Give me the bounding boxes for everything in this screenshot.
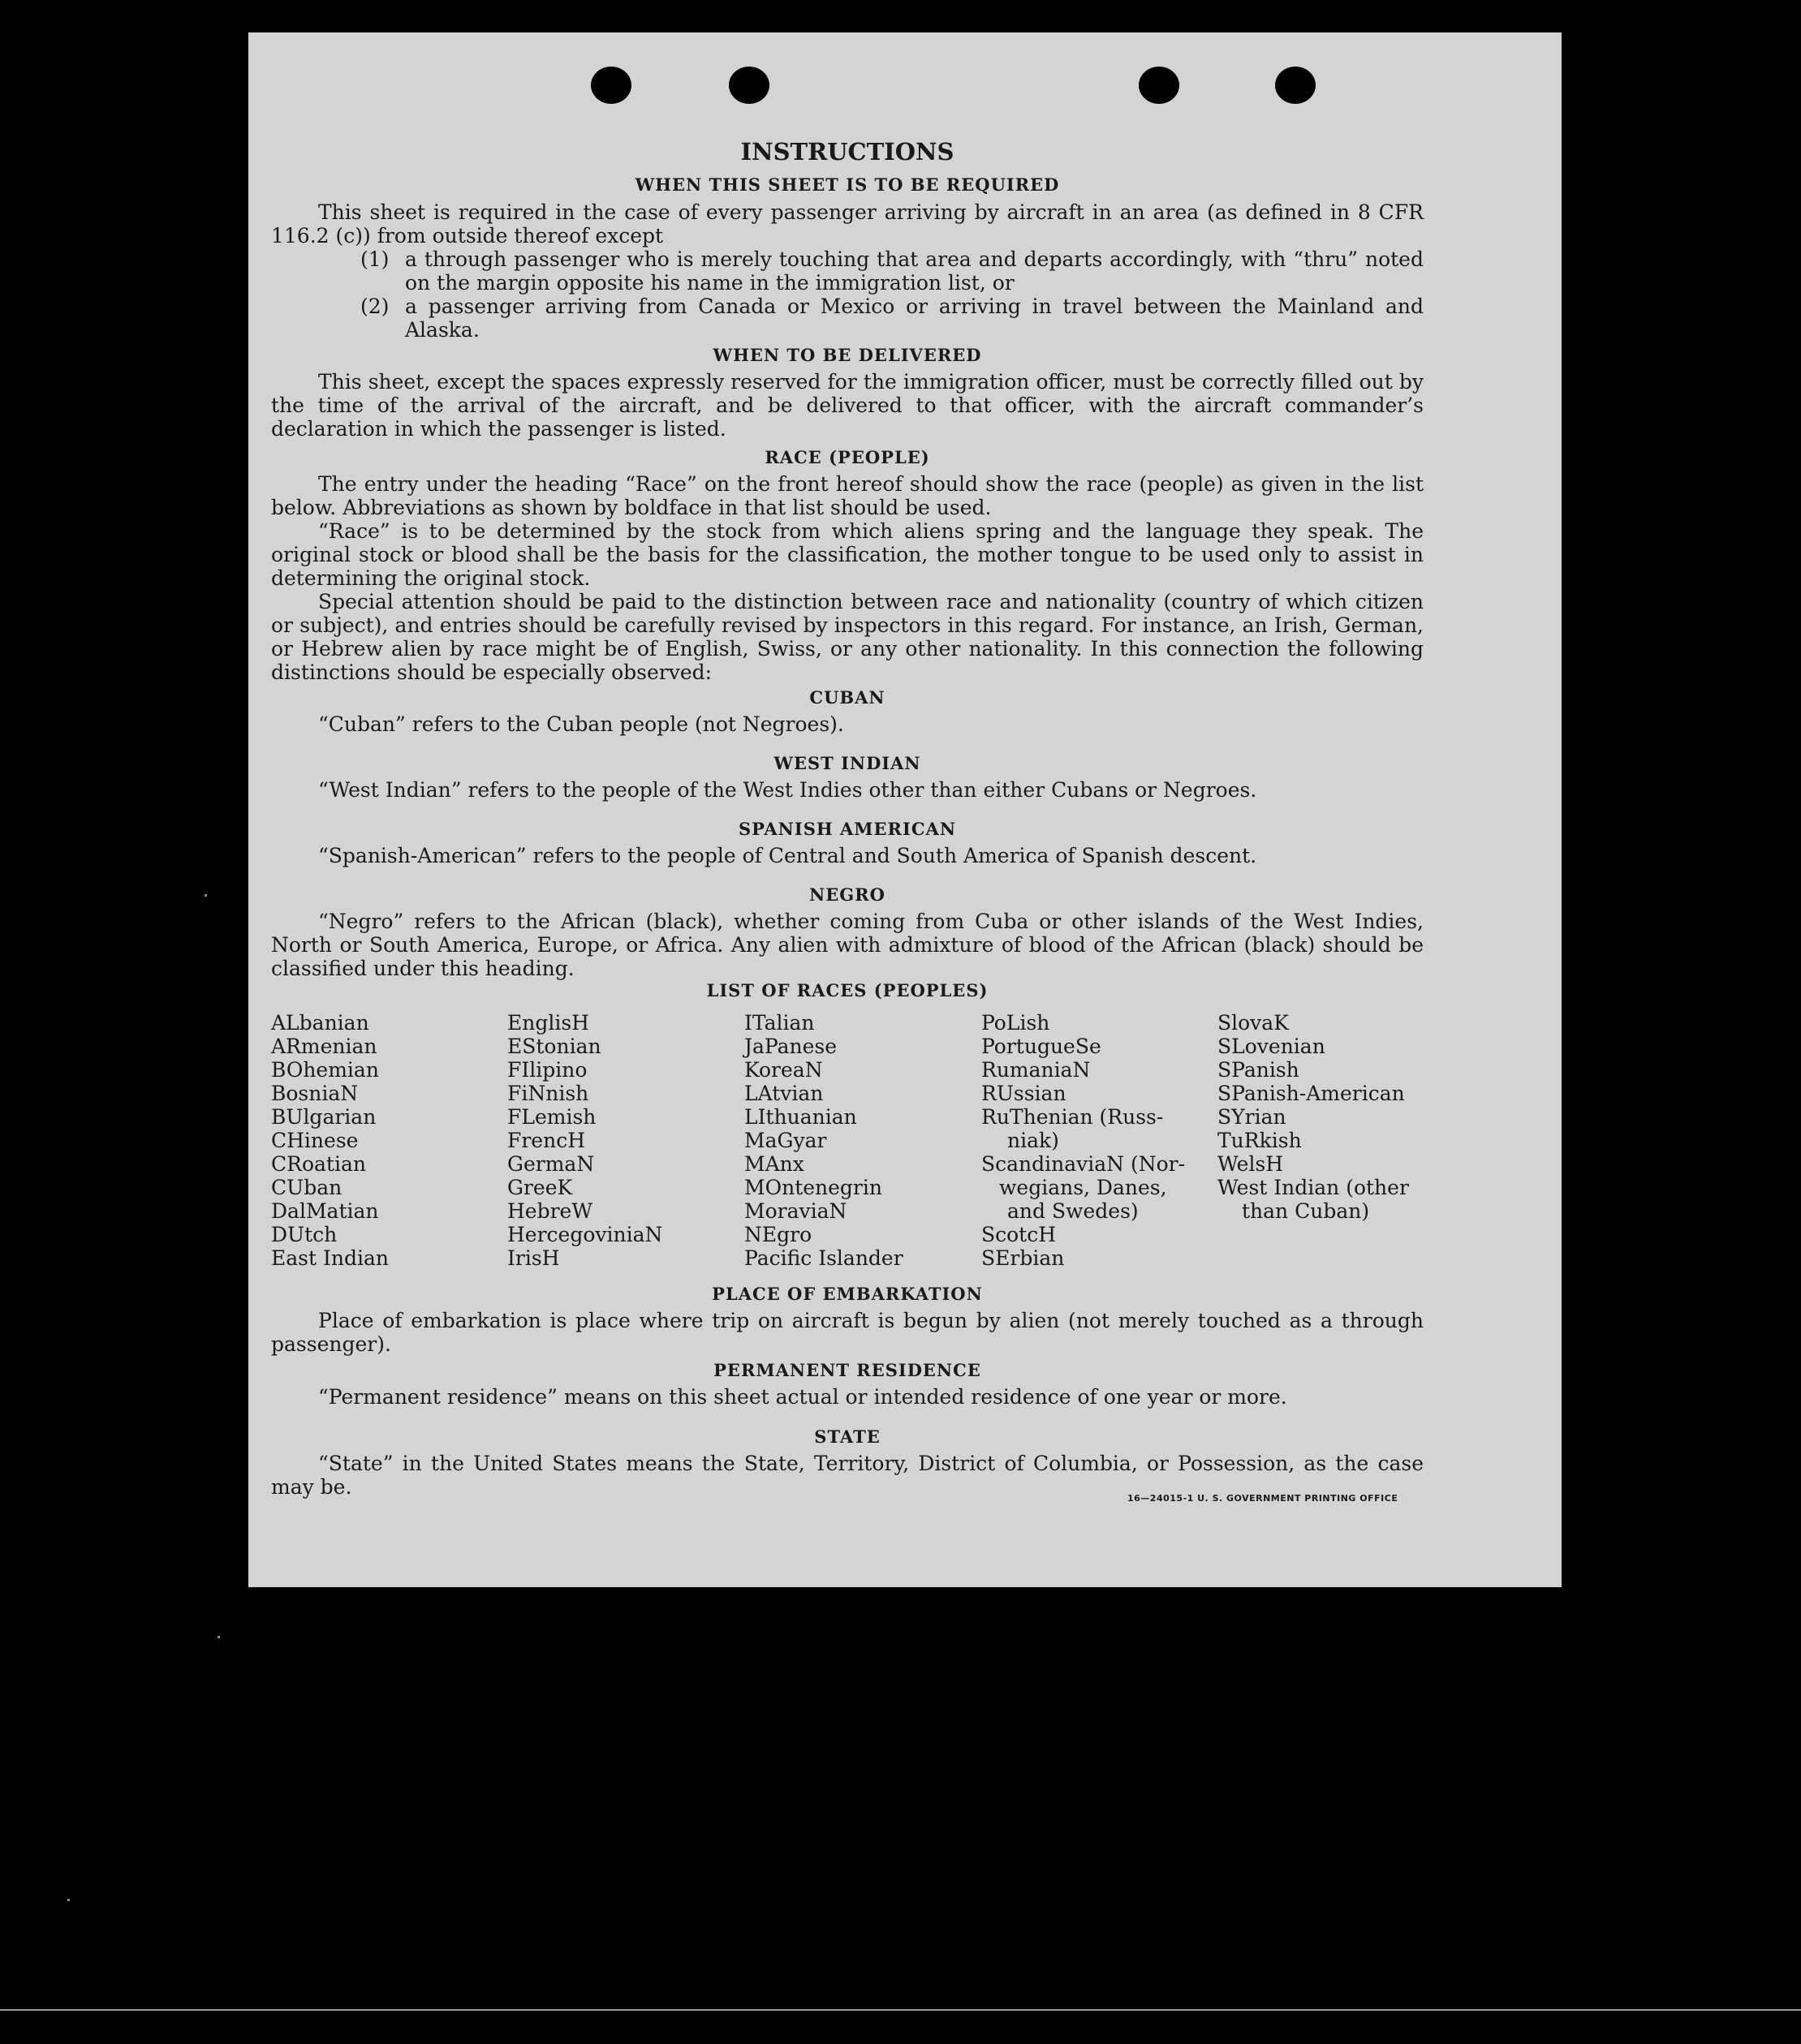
race-entry: CRoatian xyxy=(271,1152,366,1176)
race-entry: EStonian xyxy=(507,1035,601,1058)
race-entry: MaGyar xyxy=(744,1129,827,1152)
page-title: INSTRUCTIONS xyxy=(740,138,954,166)
cuban-text: “Cuban” refers to the Cuban people (not Negroes). xyxy=(318,712,844,736)
race-entry: FiNnish xyxy=(507,1082,589,1105)
race-entry: GreeK xyxy=(507,1176,573,1199)
race-entry: MoraviaN xyxy=(744,1199,847,1223)
race-entry: HercegoviniaN xyxy=(507,1223,663,1246)
heading-embarkation: PLACE OF EMBARKATION xyxy=(712,1284,983,1304)
item-number: (2) xyxy=(360,295,390,318)
race-entry: wegians, Danes, xyxy=(999,1176,1167,1199)
heading-residence: PERMANENT RESIDENCE xyxy=(713,1360,981,1380)
heading-negro: NEGRO xyxy=(809,884,885,905)
race-entry: CHinese xyxy=(271,1129,359,1152)
race-entry: MOntenegrin xyxy=(744,1176,882,1199)
race-entry: GermaN xyxy=(507,1152,595,1176)
race-entry: RuThenian (Russ- xyxy=(981,1105,1164,1129)
item-text: a through passenger who is merely touching that area and departs accordingly, with “thru” noted on the margin opposite his name in the immigration list, or xyxy=(405,247,1424,295)
race-entry: IrisH xyxy=(507,1246,560,1270)
heading-west-indian: WEST INDIAN xyxy=(773,753,921,773)
heading-cuban: CUBAN xyxy=(809,687,885,708)
race-paragraph-3: Special attention should be paid to the distinction between race and nationality (country of which citizen or subject), and entries should be carefully revised by inspectors in this regard. For instance, an Irish, German, or Hebrew alien by race might be of English, Swiss, or any other nationality. In this connection the following distinctions should be especially observed: xyxy=(271,590,1424,684)
heading-spanish-american: SPANISH AMERICAN xyxy=(738,819,957,839)
races-column-4 xyxy=(981,1011,1185,1270)
item-number: (1) xyxy=(360,247,390,271)
race-entry: CUban xyxy=(271,1176,343,1199)
race-entry: JaPanese xyxy=(744,1035,838,1058)
scan-speck xyxy=(67,1899,70,1901)
embarkation-text: Place of embarkation is place where trip on aircraft is begun by alien (not merely touched as a through passenger). xyxy=(271,1309,1424,1356)
race-entry: ALbanian xyxy=(271,1011,369,1035)
heading-required: WHEN THIS SHEET IS TO BE REQUIRED xyxy=(635,174,1060,195)
race-entry: PortugueSe xyxy=(981,1035,1101,1058)
race-entry: SYrian xyxy=(1217,1105,1286,1129)
item-text: a passenger arriving from Canada or Mexico or arriving in travel between the Mainland and Alaska. xyxy=(405,295,1424,342)
race-entry: niak) xyxy=(1007,1129,1059,1152)
race-entry: FIlipino xyxy=(507,1058,588,1082)
race-paragraph-2: “Race” is to be determined by the stock from which aliens spring and the language they speak. The original stock or blood shall be the basis for the classification, the mother tongue to be used only to assist in determining the original stock. xyxy=(271,519,1424,590)
races-column-1 xyxy=(271,1011,389,1270)
negro-text: “Negro” refers to the African (black), whether coming from Cuba or other islands of the West Indies, North or South America, Europe, or Africa. Any alien with admixture of blood of the African (black) should be classified under this heading. xyxy=(271,910,1424,980)
race-entry: FrencH xyxy=(507,1129,585,1152)
scan-edge-line xyxy=(0,2009,1801,2011)
race-entry: BosniaN xyxy=(271,1082,359,1105)
race-entry: LIthuanian xyxy=(744,1105,857,1129)
punch-hole xyxy=(1139,67,1179,104)
race-entry: HebreW xyxy=(507,1199,593,1223)
punch-hole xyxy=(1275,67,1316,104)
race-entry: DalMatian xyxy=(271,1199,379,1223)
race-entry: than Cuban) xyxy=(1242,1199,1370,1223)
race-entry: FLemish xyxy=(507,1105,597,1129)
race-entry: SlovaK xyxy=(1217,1011,1289,1035)
race-entry: ScotcH xyxy=(981,1223,1057,1246)
scan-speck xyxy=(205,894,207,897)
heading-delivered: WHEN TO BE DELIVERED xyxy=(713,345,982,365)
race-entry: ARmenian xyxy=(271,1035,377,1058)
state-text: “State” in the United States means the State, Territory, District of Columbia, or Possession, as the case may be. xyxy=(271,1452,1424,1499)
race-entry: LAtvian xyxy=(744,1082,824,1105)
race-entry: RumaniaN xyxy=(981,1058,1091,1082)
delivered-text: This sheet, except the spaces expressly reserved for the immigration officer, must be correctly filled out by the time of the arrival of the aircraft, and be delivered to that officer, with the aircraft commander’s declaration in which the passenger is listed. xyxy=(271,370,1424,441)
document-sheet xyxy=(248,32,1562,1587)
printer-imprint: 16—24015-1 U. S. GOVERNMENT PRINTING OFFICE xyxy=(1127,1493,1398,1504)
race-entry: ITalian xyxy=(744,1011,815,1035)
heading-races-list: LIST OF RACES (PEOPLES) xyxy=(706,980,989,1000)
spanish-american-text: “Spanish-American” refers to the people of Central and South America of Spanish descent. xyxy=(318,844,1257,867)
scan-speck xyxy=(218,1636,220,1638)
race-entry: SPanish-American xyxy=(1217,1082,1405,1105)
race-entry: MAnx xyxy=(744,1152,804,1176)
race-entry: Pacific Islander xyxy=(744,1246,903,1270)
race-entry: KoreaN xyxy=(744,1058,823,1082)
race-entry: WelsH xyxy=(1217,1152,1284,1176)
race-entry: SPanish xyxy=(1217,1058,1299,1082)
race-entry: DUtch xyxy=(271,1223,338,1246)
races-column-2 xyxy=(507,1011,662,1270)
race-entry: and Swedes) xyxy=(1007,1199,1139,1223)
heading-state: STATE xyxy=(814,1426,881,1447)
races-column-3 xyxy=(744,1011,903,1270)
west-indian-text: “West Indian” refers to the people of the West Indies other than either Cubans or Negroes. xyxy=(318,778,1257,802)
race-entry: SErbian xyxy=(981,1246,1065,1270)
race-entry: TuRkish xyxy=(1217,1129,1302,1152)
punch-hole xyxy=(591,67,631,104)
race-entry: ScandinaviaN (Nor- xyxy=(981,1152,1186,1176)
race-paragraph-1: The entry under the heading “Race” on the front hereof should show the race (people) as given in the list below. Abbreviations as shown by boldface in that list should be used. xyxy=(271,472,1424,519)
race-entry: BOhemian xyxy=(271,1058,379,1082)
punch-hole xyxy=(729,67,769,104)
race-entry: SLovenian xyxy=(1217,1035,1325,1058)
race-entry: PoLish xyxy=(981,1011,1050,1035)
heading-race: RACE (PEOPLE) xyxy=(765,447,930,467)
residence-text: “Permanent residence” means on this sheet actual or intended residence of one year or more. xyxy=(318,1385,1287,1409)
race-entry: EnglisH xyxy=(507,1011,589,1035)
race-entry: NEgro xyxy=(744,1223,812,1246)
races-column-5 xyxy=(1217,1011,1409,1223)
race-entry: East Indian xyxy=(271,1246,389,1270)
race-entry: BUlgarian xyxy=(271,1105,377,1129)
required-intro: This sheet is required in the case of every passenger arriving by aircraft in an area (as defined in 8 CFR 116.2 (c)) from outside thereof except xyxy=(271,200,1424,247)
race-entry: West Indian (other xyxy=(1217,1176,1409,1199)
race-entry: RUssian xyxy=(981,1082,1066,1105)
